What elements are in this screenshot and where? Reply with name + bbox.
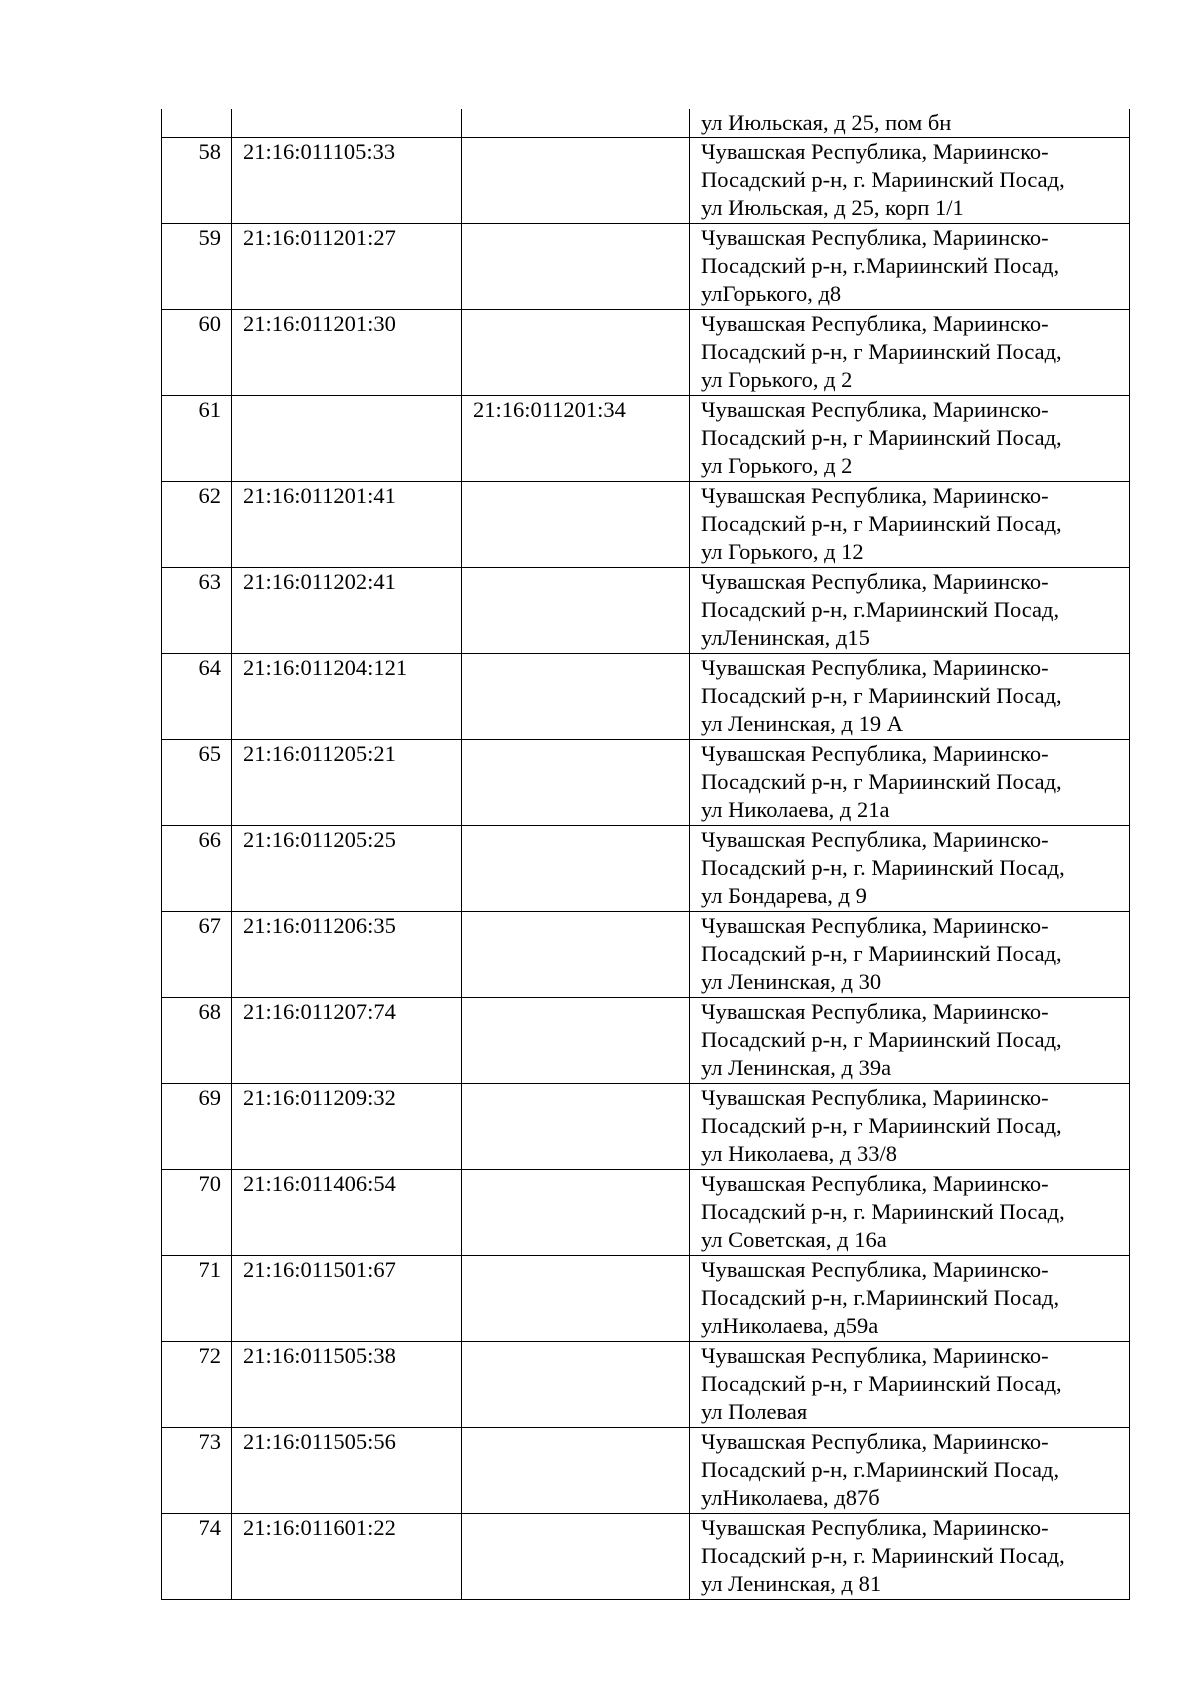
address-line: Чувашская Республика, Мариинско- [701,1257,1049,1282]
table-row [162,1428,1130,1514]
cell-number: 62 [162,482,232,568]
address-line: Чувашская Республика, Мариинско- [701,827,1049,852]
cell-number: 73 [162,1428,232,1514]
cell-cadastral-number-2 [462,1084,690,1170]
cell-cadastral-number-2 [462,1342,690,1428]
address-line: ул Июльская, д 25, пом бн [701,110,952,135]
address-line: ул Ленинская, д 39а [701,1055,892,1080]
address-line: Чувашская Республика, Мариинско- [701,483,1049,508]
address-line: Посадский р-н, г.Мариинский Посад, [701,253,1060,278]
address-line: Посадский р-н, г Мариинский Посад, [701,1113,1062,1138]
address-line: Чувашская Республика, Мариинско- [701,569,1049,594]
table-row [162,654,1130,740]
cell-cadastral-number: 21:16:011601:22 [232,1514,462,1600]
cell-number: 63 [162,568,232,654]
cell-number: 69 [162,1084,232,1170]
cell-cadastral-number [232,109,462,138]
cell-cadastral-number: 21:16:011207:74 [232,998,462,1084]
cell-address [690,998,1130,1084]
table-row [162,568,1130,654]
cell-number: 68 [162,998,232,1084]
address-line: улНиколаева, д59а [701,1313,879,1338]
address-line: Посадский р-н, г. Мариинский Посад, [701,1543,1065,1568]
address-line: ул Ленинская, д 30 [701,969,882,994]
address-line: Посадский р-н, г Мариинский Посад, [701,339,1062,364]
address-line: Посадский р-н, г Мариинский Посад, [701,425,1062,450]
cell-cadastral-number: 21:16:011201:30 [232,310,462,396]
table-row-continuation [162,109,1130,138]
cell-address [690,138,1130,224]
table-row [162,826,1130,912]
cell-cadastral-number: 21:16:011505:38 [232,1342,462,1428]
address-line: ул Ленинская, д 81 [701,1571,882,1596]
cell-address [690,1256,1130,1342]
cell-cadastral-number-2 [462,1170,690,1256]
cell-cadastral-number: 21:16:011406:54 [232,1170,462,1256]
cell-number: 59 [162,224,232,310]
cell-cadastral-number-2 [462,224,690,310]
cell-number: 71 [162,1256,232,1342]
cell-cadastral-number-2 [462,912,690,998]
table-row [162,1256,1130,1342]
cell-cadastral-number: 21:16:011209:32 [232,1084,462,1170]
address-line: Чувашская Республика, Мариинско- [701,1171,1049,1196]
cell-cadastral-number-2 [462,310,690,396]
cell-address [690,654,1130,740]
table-body [162,109,1130,1600]
table-row [162,1084,1130,1170]
cell-cadastral-number: 21:16:011205:21 [232,740,462,826]
address-line: ул Июльская, д 25, корп 1/1 [701,195,964,220]
cell-address [690,1170,1130,1256]
table-row [162,224,1130,310]
table-row [162,998,1130,1084]
cell-cadastral-number-2 [462,1256,690,1342]
cell-number: 66 [162,826,232,912]
cell-number: 60 [162,310,232,396]
address-line: улНиколаева, д87б [701,1485,880,1510]
address-line: Посадский р-н, г Мариинский Посад, [701,769,1062,794]
cell-address [690,1342,1130,1428]
cell-cadastral-number: 21:16:011201:27 [232,224,462,310]
cell-cadastral-number-2 [462,482,690,568]
address-line: Чувашская Республика, Мариинско- [701,1085,1049,1110]
cell-cadastral-number-2 [462,826,690,912]
cell-address [690,1084,1130,1170]
cell-address [690,568,1130,654]
cell-number: 67 [162,912,232,998]
address-line: Чувашская Республика, Мариинско- [701,655,1049,680]
cell-number: 65 [162,740,232,826]
cell-cadastral-number [232,396,462,482]
table-row [162,482,1130,568]
table-row [162,138,1130,224]
table-row [162,396,1130,482]
address-line: ул Бондарева, д 9 [701,883,867,908]
address-line: ул Николаева, д 33/8 [701,1141,897,1166]
cell-cadastral-number-2 [462,654,690,740]
address-line: Чувашская Республика, Мариинско- [701,1343,1049,1368]
address-line: ул Горького, д 2 [701,453,853,478]
cell-cadastral-number: 21:16:011501:67 [232,1256,462,1342]
address-line: Чувашская Республика, Мариинско- [701,741,1049,766]
cell-cadastral-number: 21:16:011204:121 [232,654,462,740]
address-line: ул Ленинская, д 19 А [701,711,903,736]
address-line: ул Полевая [701,1399,808,1424]
cell-cadastral-number: 21:16:011205:25 [232,826,462,912]
address-line: Чувашская Республика, Мариинско- [701,225,1049,250]
cell-cadastral-number-2 [462,1428,690,1514]
address-line: Чувашская Республика, Мариинско- [701,1429,1049,1454]
cell-cadastral-number-2 [462,1514,690,1600]
cell-cadastral-number-2 [462,998,690,1084]
cell-number: 70 [162,1170,232,1256]
cell-cadastral-number-2 [462,138,690,224]
cell-number [162,109,232,138]
cell-cadastral-number-2 [462,109,690,138]
cell-number: 58 [162,138,232,224]
table-row [162,310,1130,396]
cell-cadastral-number: 21:16:011206:35 [232,912,462,998]
cell-number: 72 [162,1342,232,1428]
address-line: Посадский р-н, г.Мариинский Посад, [701,1285,1060,1310]
cell-address [690,912,1130,998]
address-line: Посадский р-н, г. Мариинский Посад, [701,1199,1065,1224]
cell-address [690,310,1130,396]
address-line: Чувашская Республика, Мариинско- [701,1515,1049,1540]
table-row [162,740,1130,826]
cell-address [690,482,1130,568]
address-line: улЛенинская, д15 [701,625,870,650]
address-line: Чувашская Республика, Мариинско- [701,311,1049,336]
address-line: Чувашская Республика, Мариинско- [701,397,1049,422]
cell-cadastral-number-2 [462,740,690,826]
address-line: Посадский р-н, г Мариинский Посад, [701,1371,1062,1396]
address-line: Чувашская Республика, Мариинско- [701,139,1049,164]
cell-address [690,396,1130,482]
cell-cadastral-number-2: 21:16:011201:34 [462,396,690,482]
table-row [162,1170,1130,1256]
cell-number: 61 [162,396,232,482]
cell-number: 64 [162,654,232,740]
cell-cadastral-number-2 [462,568,690,654]
address-line: ул Николаева, д 21а [701,797,890,822]
address-line: ул Горького, д 12 [701,539,864,564]
address-line: Посадский р-н, г. Мариинский Посад, [701,855,1065,880]
address-line: Посадский р-н, г Мариинский Посад, [701,941,1062,966]
address-line: Посадский р-н, г.Мариинский Посад, [701,1457,1060,1482]
cell-cadastral-number: 21:16:011201:41 [232,482,462,568]
property-register-table [161,109,1130,1600]
address-line: Посадский р-н, г.Мариинский Посад, [701,597,1060,622]
cell-address [690,1514,1130,1600]
address-line: ул Советская, д 16а [701,1227,887,1252]
cell-cadastral-number: 21:16:011105:33 [232,138,462,224]
cell-cadastral-number: 21:16:011505:56 [232,1428,462,1514]
cell-address [690,1428,1130,1514]
address-line: Посадский р-н, г Мариинский Посад, [701,683,1062,708]
address-line: Посадский р-н, г Мариинский Посад, [701,511,1062,536]
cell-cadastral-number: 21:16:011202:41 [232,568,462,654]
cell-address [690,109,1130,138]
address-line: Посадский р-н, г. Мариинский Посад, [701,167,1065,192]
address-line: Чувашская Республика, Мариинско- [701,999,1049,1024]
address-line: ул Горького, д 2 [701,367,853,392]
address-line: улГорького, д8 [701,281,842,306]
table-row [162,1342,1130,1428]
table-row [162,1514,1130,1600]
cell-address [690,224,1130,310]
address-line: Посадский р-н, г Мариинский Посад, [701,1027,1062,1052]
address-line: Чувашская Республика, Мариинско- [701,913,1049,938]
cell-number: 74 [162,1514,232,1600]
cell-address [690,826,1130,912]
cell-address [690,740,1130,826]
table-row [162,912,1130,998]
